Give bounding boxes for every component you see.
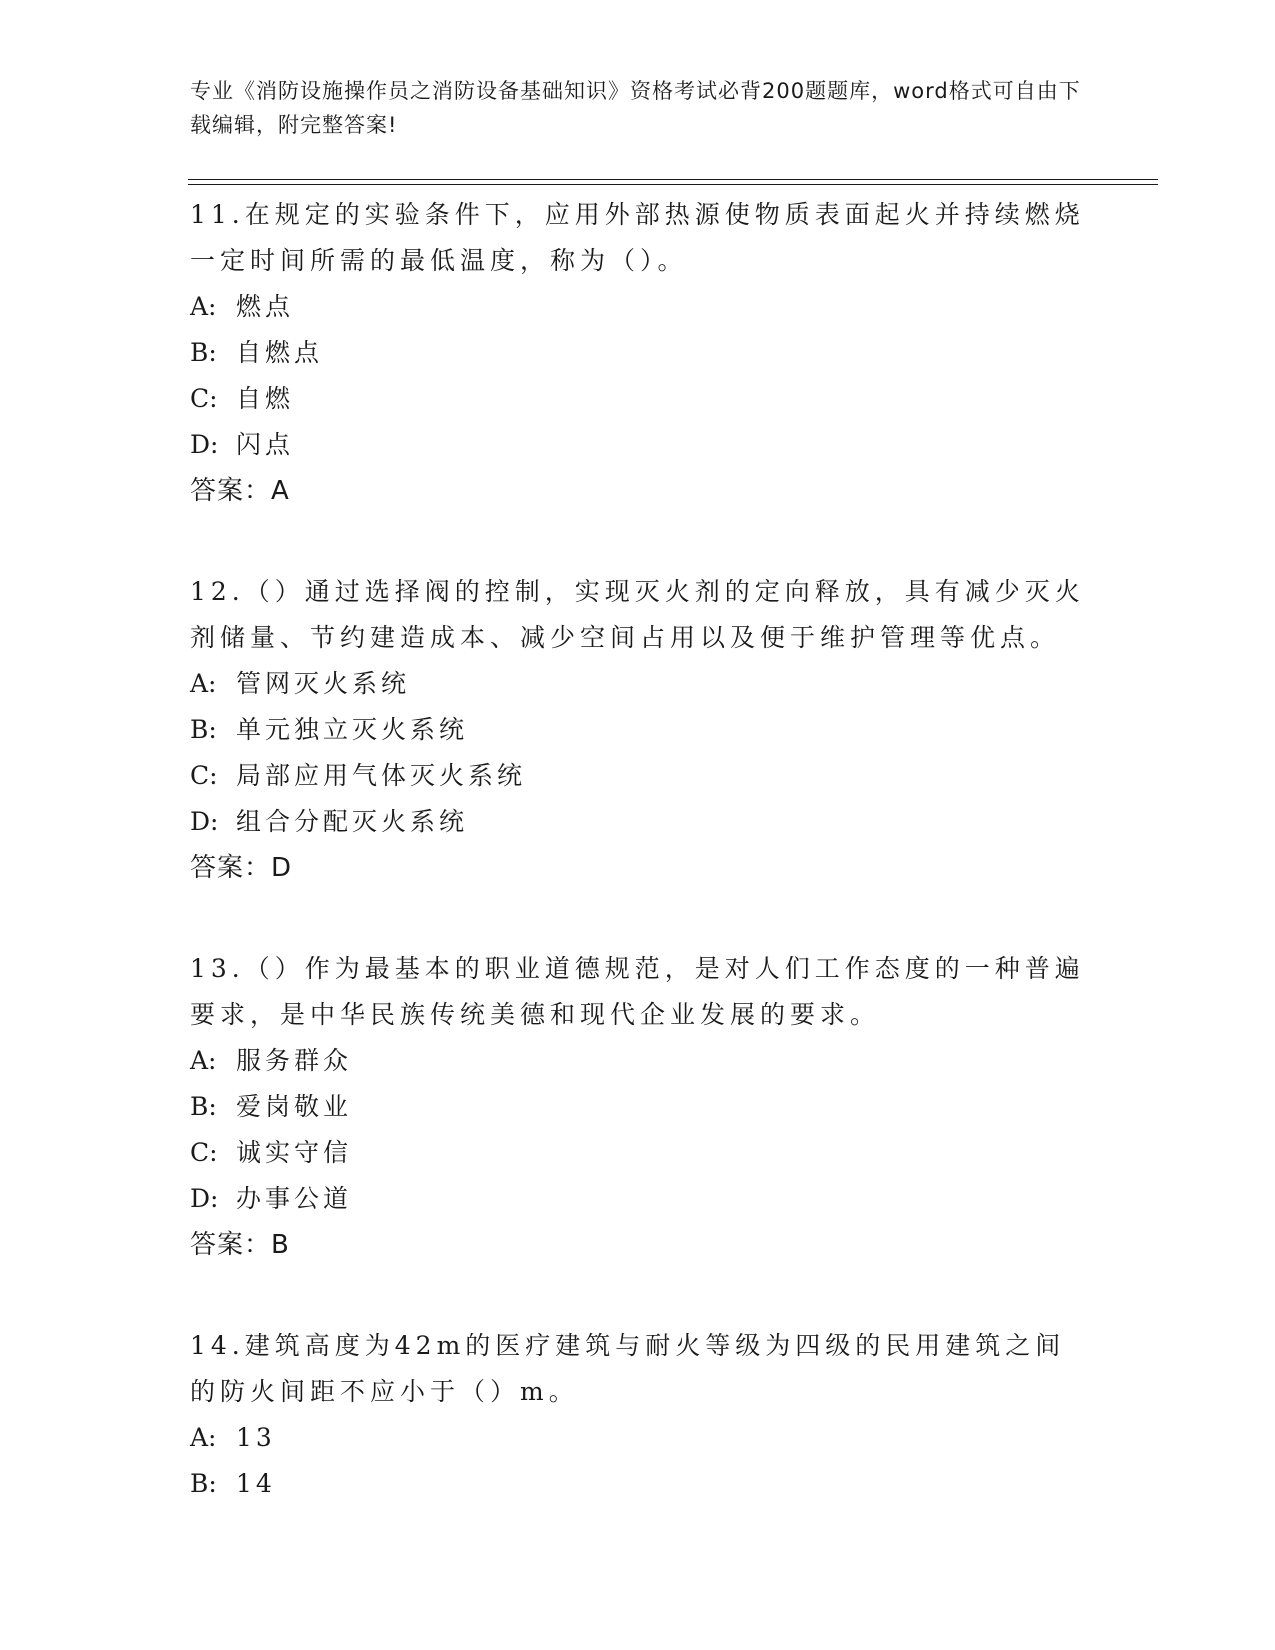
option-letter: B:: [190, 1469, 217, 1498]
option-b: [190, 1461, 1090, 1507]
option-letter: A:: [190, 669, 217, 698]
option-a: [190, 1415, 1090, 1461]
option-a: [190, 284, 1090, 330]
answer-label: 答案：: [190, 1230, 272, 1260]
question-text: 11.在规定的实验条件下，应用外部热源使物质表面起火并持续燃烧一定时间所需的最低温度，称为（）。: [190, 200, 1085, 275]
option-d: [190, 799, 1090, 845]
option-a: [190, 661, 1090, 707]
answer-label: 答案：: [190, 853, 272, 883]
option-letter: A:: [190, 1046, 217, 1075]
option-b: [190, 707, 1090, 753]
option-text: 诚实守信: [236, 1138, 353, 1167]
answer-value: B: [271, 1230, 290, 1260]
option-text: 13: [236, 1423, 276, 1452]
option-letter: C:: [190, 1138, 218, 1167]
question-list: [190, 192, 1090, 1562]
question-text: 13.（）作为最基本的职业道德规范，是对人们工作态度的一种普遍要求，是中华民族传统美德和现代企业发展的要求。: [190, 954, 1085, 1029]
question-12: [190, 569, 1090, 891]
option-letter: A:: [190, 1423, 217, 1452]
option-text: 燃点: [236, 292, 295, 321]
option-text: 办事公道: [236, 1184, 353, 1213]
question-13: [190, 946, 1090, 1268]
option-b: [190, 1084, 1090, 1130]
option-letter: C:: [190, 384, 218, 413]
question-text: 12.（）通过选择阀的控制，实现灭火剂的定向释放，具有减少灭火剂储量、节约建造成本、减少空间占用以及便于维护管理等优点。: [190, 577, 1085, 652]
option-d: [190, 1176, 1090, 1222]
question-11: [190, 192, 1090, 514]
option-text: 爱岗敬业: [236, 1092, 353, 1121]
header-rule-bottom: [188, 184, 1158, 185]
document-header: 专业《消防设施操作员之消防设备基础知识》资格考试必背200题题库，word格式可自由下载编辑，附完整答案!: [190, 79, 1081, 137]
option-text: 闪点: [236, 430, 295, 459]
option-text: 管网灭火系统: [236, 669, 411, 698]
header-rule-top: [188, 179, 1158, 180]
option-b: [190, 330, 1090, 376]
answer-line: [190, 1222, 1090, 1268]
option-letter: D:: [190, 807, 219, 836]
answer-label: 答案：: [190, 476, 272, 506]
option-letter: D:: [190, 1184, 219, 1213]
option-letter: B:: [190, 338, 217, 367]
option-a: [190, 1038, 1090, 1084]
answer-line: [190, 845, 1090, 891]
option-letter: B:: [190, 715, 217, 744]
option-c: [190, 376, 1090, 422]
option-letter: A:: [190, 292, 217, 321]
option-text: 14: [236, 1469, 276, 1498]
question-14: [190, 1323, 1090, 1507]
option-text: 自燃: [236, 384, 295, 413]
answer-line: [190, 468, 1090, 514]
option-text: 单元独立灭火系统: [236, 715, 469, 744]
option-text: 局部应用气体灭火系统: [236, 761, 527, 790]
option-text: 自燃点: [236, 338, 324, 367]
option-text: 服务群众: [236, 1046, 353, 1075]
option-letter: B:: [190, 1092, 217, 1121]
answer-value: A: [271, 476, 290, 506]
option-letter: C:: [190, 761, 218, 790]
option-c: [190, 753, 1090, 799]
option-letter: D:: [190, 430, 219, 459]
question-text: 14.建筑高度为42m的医疗建筑与耐火等级为四级的民用建筑之间的防火间距不应小于（）m。: [190, 1331, 1066, 1406]
answer-value: D: [271, 853, 293, 883]
option-c: [190, 1130, 1090, 1176]
option-text: 组合分配灭火系统: [236, 807, 469, 836]
option-d: [190, 422, 1090, 468]
